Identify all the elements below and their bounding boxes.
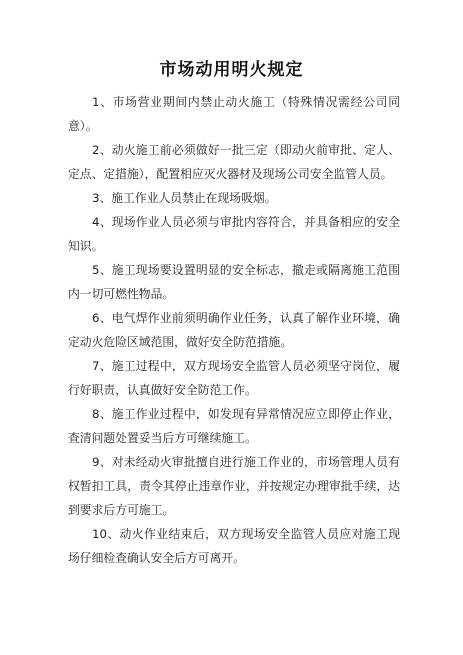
rule-item: 10、动火作业结束后，双方现场安全监管人员应对施工现场仔细检查确认安全后方可离开。 — [68, 527, 400, 565]
rule-item: 1、市场营业期间内禁止动火施工（特殊情况需经公司同意）。 — [68, 95, 400, 133]
rule-item: 4、现场作业人员必须与审批内容符合，并具备相应的安全知识。 — [68, 215, 400, 253]
rule-item: 5、施工现场要设置明显的安全标志，撤走或隔离施工范围内一切可燃性物品。 — [68, 263, 400, 301]
rules-list — [68, 90, 400, 570]
rule-item: 2、动火施工前必须做好一批三定（即动火前审批、定人、定点、定措施），配置相应灭火器材及现场公司安全监管人员。 — [68, 143, 400, 181]
rule-item: 9、对未经动火审批擅自进行施工作业的，市场管理人员有权暂扣工具，责令其停止违章作业，并按规定办理审批手续，达到要求后方可施工。 — [68, 455, 400, 517]
rule-item: 7、施工过程中，双方现场安全监管人员必须坚守岗位，履行好职责，认真做好安全防范工作。 — [68, 359, 400, 397]
document-title: 市场动用明火规定 — [159, 60, 304, 80]
rule-item: 8、施工作业过程中，如发现有异常情况应立即停止作业，查清问题处置妥当后方可继续施工。 — [68, 407, 400, 445]
rule-item: 6、电气焊作业前须明确作业任务，认真了解作业环境，确定动火危险区域范围，做好安全防范措施。 — [68, 311, 400, 349]
rule-item: 3、施工作业人员禁止在现场吸烟。 — [92, 191, 277, 205]
